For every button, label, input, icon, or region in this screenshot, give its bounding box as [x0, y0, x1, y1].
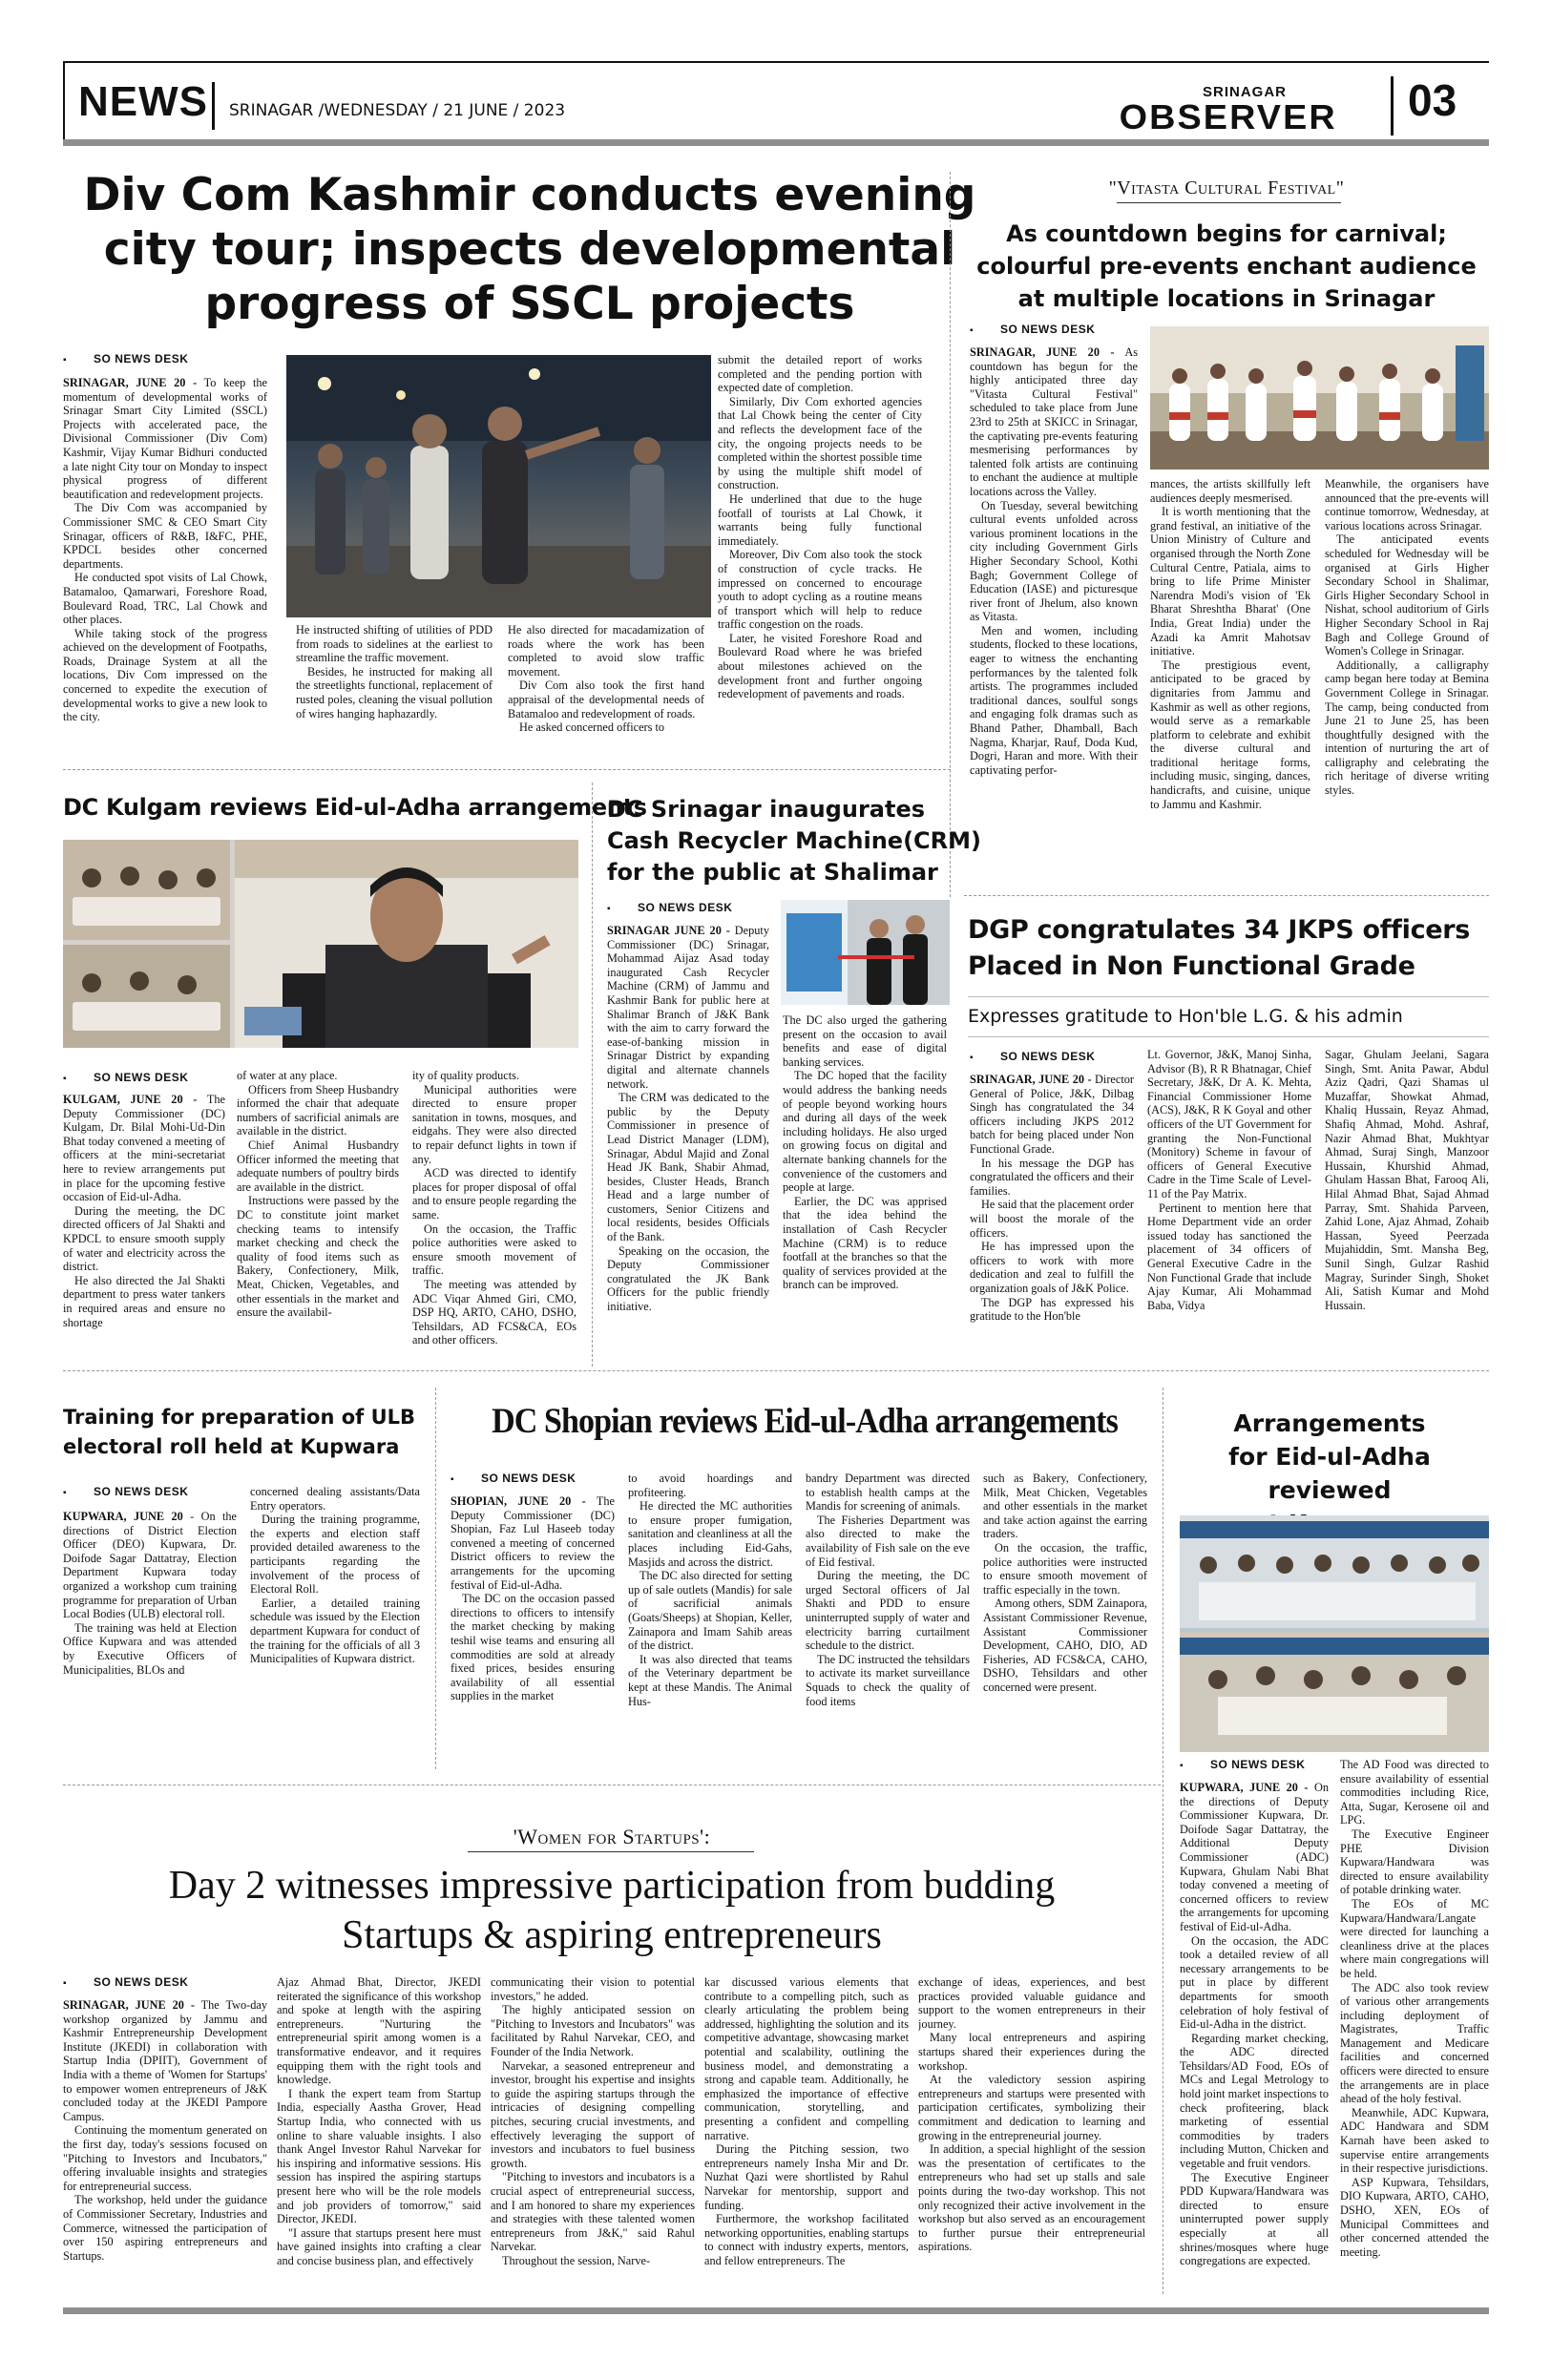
paragraph: In addition, a special highlight of the session was the presentation of certificates to the entrepreneurs who had set up stalls and sale points during the two-day workshop. This not only recognized their active involvement in the workshop but also served as an encouragement to further pursue their entrepreneurial aspirations.	[918, 2142, 1145, 2254]
story-dgp-col2	[1147, 1048, 1311, 1359]
story-vitasta-kicker: "Vitasta Cultural Festival"	[1108, 177, 1345, 198]
headline-line: As countdown begins for carnival;	[1006, 220, 1447, 247]
headline-line: DC Srinagar inaugurates	[607, 796, 926, 823]
headline-line: Div Com Kashmir conducts evening	[83, 169, 976, 221]
row-separator	[63, 769, 951, 770]
paragraph: Instructions were passed by the DC to constitute joint market checking teams to intensify market checking and check the quality of food items such as Bakery, Confectionery, Milk, Meat, Chicken, Vegetables, and other essentials in the market and ensure the availabil-	[237, 1194, 399, 1320]
paragraph: Continuing the momentum generated on the first day, today's sessions focused on "Pitching to Investors and Incubators," offering invaluable insights and strategies for entrepreneurial success.	[63, 2123, 267, 2193]
section-label: NEWS	[78, 78, 208, 125]
paragraph: Among others, SDM Zainapora, Assistant Commissioner Revenue, Assistant Commissioner Development, CAHO, DIO, AD Fisheries, AD FCS&CA, CAHO, DSHO, Tehsildars and other concerned were present.	[983, 1597, 1147, 1694]
paragraph: concerned dealing assistants/Data Entry operators.	[250, 1485, 420, 1513]
paragraph: The Executive Engineer PDD Kupwara/Handwara was directed to ensure uninterrupted power supply especially at all shrines/mosques where huge congregations are expected.	[1180, 2170, 1329, 2268]
paragraph: Pertinent to mention here that Home Department vide an order issued today has sanctioned the placement of 34 officers of General Executive Cadre in the Non Functional Grade that include Ajay Kumar, Ali Mohammad Baba, Vidya	[1147, 1200, 1311, 1312]
paragraph: exchange of ideas, experiences, and best practices provided valuable guidance and support to the women entrepreneurs in their journey.	[918, 1975, 1145, 2031]
brand-divider	[1391, 76, 1394, 136]
paragraph: During the training programme, the experts and election staff provided detailed awareness to the participants regarding the involvement of the process of Electoral Roll.	[250, 1513, 420, 1597]
story-women-startups-headline	[63, 1861, 1161, 1960]
paragraph: Moreover, Div Com also took the stock of construction of cycle tracks. He impressed on concerned to encourage youth to adopt cycling as a routine means of transport which will help to reduce traffic congestion on the roads.	[718, 548, 922, 632]
paragraph: Meanwhile, the organisers have announced that the pre-events will continue tomorrow, Wednesday, at various locations across Srinagar.	[1325, 477, 1489, 532]
paragraph: The Executive Engineer PHE Division Kupwara/Handwara was directed to ensure availability of potable drinking water.	[1340, 1827, 1489, 1897]
story-dc-shopian-col4	[983, 1472, 1147, 1771]
paragraph: Officers from Sheep Husbandry informed the chair that adequate numbers of sacrificial animals are available in the district.	[237, 1082, 399, 1138]
paragraph: The Two-day workshop organized by Jammu and Kashmir Entrepreneurship Development Institute (JKEDI) in collaboration with Startup India (DPIIT), Government of India with a theme of 'Women for Startups' to empower women entrepreneurs of J&K concluded today at the JKEDI Pampore Campus.	[63, 1998, 267, 2123]
story-lead: SRINAGAR, JUNE 20 -	[63, 376, 198, 389]
paragraph: Throughout the session, Narve-	[502, 2253, 651, 2267]
paragraph: of water at any place.	[237, 1069, 338, 1082]
headline-line: electoral roll held at Kupwara	[63, 1435, 400, 1458]
paragraph: such as Bakery, Confectionery, Milk, Meat Chicken, Vegetables and other essentials in the market and take action against the earring traders.	[983, 1472, 1147, 1541]
story-vitasta-headline	[964, 218, 1489, 315]
byline: ▪ SO NEWS DESK	[63, 1071, 188, 1084]
paragraph: It was also directed that teams of the Veterinary department be kept at these Mandis. The Animal Hus-	[628, 1652, 792, 1708]
paragraph: To keep the momentum of developmental works of Srinagar Smart City Limited (SSCL) Projects with accelerated pace, the Divisional Commissioner (Div Com) Kashmir, Vijay Kumar Bidhuri conducted a late night City tour on Monday to inspect physical progress of different beautification and redevelopment projects.	[63, 376, 267, 501]
paragraph: Div Com also took the first hand appraisal of the developmental needs of Batamaloo and redevelopment of roads.	[508, 679, 704, 720]
paragraph: Narvekar, a seasoned entrepreneur and investor, brought his expertise and insights to guide the aspiring startups through the intricacies of designing compelling pitches, securing crucial investments, and effectively leveraging the support of investors and incubators to fuel business growth.	[491, 2058, 695, 2170]
paragraph: ACD was directed to identify places for proper disposal of offal and to ensure people regarding the same.	[412, 1166, 576, 1221]
story-dc-srinagar-crm-headline	[607, 794, 981, 888]
paragraph: On Tuesday, several bewitching cultural events unfolded across various prominent locations in the city including Government Girls Higher Secondary School, Kothi Bagh; Government College of Education (IASE) and picturesque river front of Jhelum, also known as Vitasta.	[970, 498, 1138, 624]
story-dgp-col3	[1325, 1048, 1489, 1359]
paragraph: "I assure that startups present here must have gained insights into crafting a clear and concise business plan, and effectively	[277, 2225, 481, 2267]
story-sscl-col1	[63, 376, 267, 748]
paragraph: Municipal authorities were directed to ensure proper sanitation in towns, mosques, and eidgahs. They were also directed to repair defunct lights in town if any.	[412, 1082, 576, 1166]
paragraph: The Deputy Commissioner (DC) Kulgam, Dr. Bilal Mohi-Ud-Din Bhat today convened a meeting of officers at the mini-secretariat here to review arrangements put in place for the upcoming festive occasion of Eid-ul-Adha.	[63, 1093, 225, 1204]
paragraph: Similarly, Div Com exhorted agencies that Lal Chowk being the center of City and reflects the development face of the city, the ongoing projects needs to be completed within the shortest possible time by using the multiple shift model of construction.	[718, 394, 922, 492]
story-dc-shopian-col2	[628, 1472, 792, 1771]
paragraph: On the directions of Deputy Commissioner Kupwara, Dr. Doifode Sagar Dattatray, the Additional Deputy Commissioner (ADC) Kupwara, Ghulam Nabi Bhat today convened a meeting of concerned officers to review the arrangements for upcoming festival of Eid-ul-Adha.	[1180, 1781, 1329, 1933]
paragraph: The DC also urged the gathering present on the occasion to avail benefits and ease of digital banking services.	[783, 1013, 947, 1069]
paragraph: He has impressed upon the officers to work with more dedication and zeal to fulfill the organization goals of J&K Police.	[970, 1240, 1134, 1295]
paragraph: The AD Food was directed to ensure availability of essential commodities including Rice, Atta, Sugar, Kerosene oil and LPG.	[1340, 1758, 1489, 1827]
paragraph: He underlined that due to the huge footfall of tourists at Lal Chowk, it warrants being fully functional immediately.	[718, 491, 922, 548]
paragraph: Chief Animal Husbandry Officer informed the meeting that adequate numbers of poultry birds are available in the district.	[237, 1138, 399, 1194]
paragraph: At the valedictory session aspiring entrepreneurs and startups were presented with participation certificates, symbolizing their commitment and dedication to learning and growing in the entrepreneurial journey.	[918, 2073, 1145, 2142]
kicker-underline	[1117, 202, 1341, 203]
subhead-rule	[968, 996, 1489, 997]
story-dc-kulgam-headline: DC Kulgam reviews Eid-ul-Adha arrangements	[63, 794, 647, 821]
footer-bar	[63, 2307, 1489, 2314]
story-dgp-subhead: Expresses gratitude to Hon'ble L.G. & his admin	[968, 1006, 1403, 1027]
paragraph: He conducted spot visits of Lal Chowk, Batamaloo, Qamarwari, Foreshore Road, Boulevard Road, TRC, Lal Chowk and other places.	[63, 571, 267, 627]
story-women-startups-col1	[63, 1998, 267, 2288]
dateline: SRINAGAR /WEDNESDAY / 21 JUNE / 2023	[229, 101, 566, 120]
story-dc-srinagar-crm-col2	[783, 1013, 947, 1350]
paragraph: During the meeting, the DC directed officers of Jal Shakti and KPDCL to ensure smooth supply of water and electricity across the district.	[63, 1203, 225, 1274]
paragraph: The Deputy Commissioner (DC) Shopian, Faz Lul Haseeb today convened a meeting of concerned District officers to review the arrangements for the upcoming festival of Eid-ul-Adha.	[451, 1494, 615, 1592]
byline: ▪ SO NEWS DESK	[63, 352, 188, 365]
paragraph: Many local entrepreneurs and aspiring startups shared their experiences during the workshop.	[918, 2031, 1145, 2073]
paragraph: ASP Kupwara, Tehsildars, DIO Kupwara, ARTO, CAHO, DSHO, XEN, EOs of Municipal Committees and other concerned attended the meeting.	[1340, 2175, 1489, 2259]
headline-line: progress of SSCL projects	[204, 278, 855, 330]
column-separator	[950, 172, 951, 897]
story-kupwara-eid-col2	[1340, 1758, 1489, 2288]
story-dgp-headline	[968, 912, 1470, 985]
story-women-startups-col3	[491, 1975, 695, 2288]
paragraph: The DC on the occasion passed directions to officers to intensify the market checking by making teshil wise teams and ensuring all commodities are sold at already fixed prices, besides ensuring availability of all essential supplies in the market	[451, 1592, 615, 1703]
paragraph: The training was held at Election Office Kupwara and was attended by Executive Officers of Municipalities, BLOs and	[63, 1620, 237, 1677]
story-lead: SRINAGAR JUNE 20 -	[607, 924, 730, 937]
paragraph: Lt. Governor, J&K, Manoj Sinha, Advisor (B), R R Bhatnagar, Chief Secretary, J&K, Dr A. K. Mehta, Financial Commissioner Home (ACS), J&K, R K Goyal and other officers of the UT Government for granting the Non-Functional (Monitory) Scheme in favour of officers of General Executive Cadre in the Time Scale of Level-11 of the Pay Matrix.	[1147, 1048, 1311, 1200]
story-women-startups-kicker: 'Women for Startups':	[513, 1825, 711, 1848]
byline: ▪ SO NEWS DESK	[607, 901, 732, 914]
byline: ▪ SO NEWS DESK	[970, 1050, 1095, 1063]
story-lead: SRINAGAR, JUNE 20 -	[63, 1998, 195, 2012]
story-dc-shopian-col1	[451, 1494, 615, 1771]
paragraph: Meanwhile, ADC Kupwara, ADC Handwara and SDM Karnah have been asked to supervise entire arrangements in their respective jurisdictions.	[1340, 2105, 1489, 2176]
paragraph: Sagar, Ghulam Jeelani, Sagara Singh, Smt. Anita Pawar, Abdul Aziz Qadri, Qazi Shamas ul Muzaffar, Showkat Ahmad, Khaliq Hussain, Reyaz Ahmad, Shafiq Ahmad, Mohd. Ashraf, Nazir Ahmad Bhat, Mukhtyar Ahmad, Suraj Singh, Manzoor Hussain, Khurshid Ahmad, Ghulam Hassan Bhat, Farooq Ali, Hilal Ahmad Bhat, Sajad Ahmad Parray, Smt. Shahida Parveen, Zahid Lone, Ajaz Ahmad, Zohaib Hassan, Syeed Peerzada Mujahiddin, Smt. Mansha Beg, Sunil Singh, Gulzar Rashid Magray, Surinder Singh, Shoket Ali, Satish Kumar and Mohd Hussain.	[1325, 1048, 1489, 1312]
paragraph: submit the detailed report of works completed and the pending portion with expected date of completion.	[718, 353, 922, 395]
headline-line: DGP congratulates 34 JKPS officers	[968, 915, 1471, 945]
paragraph: Earlier, a detailed training schedule was issued by the Election department Kupwara for conduct of the training for the officials of all 3 Municipalities of Kupwara district.	[250, 1596, 420, 1666]
headline-line: at multiple locations in Srinagar	[1017, 285, 1436, 312]
paragraph: The meeting was attended by ADC Viqar Ahmed Giri, CMO, DSP HQ, ARTO, CAHO, DSHO, Tehsildars, AD FCS&CA, EOs and other officers.	[412, 1277, 576, 1347]
paragraph: On the occasion, the ADC took a detailed review of all necessary arrangements to be put in place by different departments for smooth celebration of holy festival of Eid-ul-Adha in the district.	[1180, 1933, 1329, 2032]
story-women-startups-col2	[277, 1975, 481, 2288]
story-dgp-col1	[970, 1073, 1134, 1359]
story-lead: KUPWARA, JUNE 20 -	[1180, 1781, 1309, 1794]
paragraph: Director General of Police, J&K, Dilbag Singh has congratulated the 34 officers including JKPS 2012 batch for being placed under Non Functional Grade.	[970, 1073, 1134, 1156]
headline-line: Training for preparation of ULB	[63, 1406, 416, 1429]
paragraph: I thank the expert team from Startup India, especially Aastha Grover, Head Startup India, who connected with us online to share valuable insights. I also thank Angel Investor Rahul Narvekar for his inspiring and informative sessions. His session has inspired the aspiring startups present here who will be the role models and job providers of tomorrow," said Director, JKEDI.	[277, 2086, 481, 2226]
story-vitasta-col2	[1150, 477, 1310, 876]
story-dc-shopian-col3	[806, 1472, 970, 1771]
paragraph: Later, he visited Foreshore Road and Boulevard Road where he was briefed about milestones achieved on the development front and further ongoing redevelopment of pavements and roads.	[718, 631, 922, 701]
column-separator	[435, 1388, 436, 1769]
paragraph: On the occasion, the Traffic police authorities were asked to ensure smooth movement of traffic.	[412, 1221, 576, 1278]
paragraph: mances, the artists skillfully left audiences deeply mesmerised.	[1150, 477, 1310, 505]
byline: ▪ SO NEWS DESK	[451, 1472, 576, 1485]
photo-crm-inauguration	[781, 900, 950, 1005]
headline-line: Cash Recycler Machine(CRM)	[607, 827, 981, 854]
column-separator	[592, 783, 593, 1367]
paragraph: The DC instructed the tehsildars to activate its market surveillance Squads to check the quality of food items	[806, 1652, 970, 1708]
photo-kupwara-meeting	[1180, 1515, 1489, 1752]
paragraph: Regarding market checking, the ADC directed Tehsildars/AD Food, EOs of MCs and Legal Metrology to hold joint market inspections to check profiteering, black marketing of essential commodities by traders including Mutton, Chicken and vegetable and fruit vendors.	[1180, 2031, 1329, 2171]
story-ulb-training-headline	[63, 1403, 415, 1462]
paragraph: Besides, he instructed for making all the streetlights functional, replacement of rusted poles, cleaning the visual pollution of wires hanging haphazardly.	[296, 664, 493, 720]
story-lead: SHOPIAN, JUNE 20 -	[451, 1494, 586, 1508]
byline: ▪ SO NEWS DESK	[970, 323, 1095, 336]
byline: ▪ SO NEWS DESK	[63, 1975, 188, 1989]
paragraph: It is worth mentioning that the grand festival, an initiative of the Union Ministry of Culture and organised through the North Zone Cultural Centre, Patiala, aims to bring to life Prime Minister Narendra Modi's vision of 'Ek Bharat Shreshtha Bharat' (One India, Great India) under the Azadi ka Amrit Mahotsav initiative.	[1150, 505, 1310, 658]
story-dc-srinagar-crm-col1	[607, 924, 769, 1350]
masthead-left-rule	[63, 63, 65, 139]
paragraph: The EOs of MC Kupwara/Handwara/Langate were directed for launching a cleanliness drive at the places where main congregations will be held.	[1340, 1896, 1489, 1980]
headline-line: for Eid-ul-Adha reviewed	[1228, 1443, 1431, 1504]
photo-kulgam-meeting	[63, 840, 578, 1048]
story-sscl-col4	[718, 353, 922, 749]
paragraph: The CRM was dedicated to the public by the Deputy Commissioner in presence of Lead District Manager (LDM), Srinagar, Abdul Majid and Zonal Head JK Bank, Shabir Ahmad, besides, Cluster Heads, Branch Head and a large number of customers, Senior Citizens and local residents, besides Officials of the Bank.	[607, 1091, 769, 1244]
headline-line: Placed in Non Functional Grade	[968, 951, 1415, 981]
kicker-underline	[468, 1851, 754, 1852]
paragraph: The Fisheries Department was also directed to make the availability of Fish sale on the eve of Eid festival.	[806, 1513, 970, 1569]
paragraph: communicating their vision to potential investors," he added.	[491, 1975, 695, 2003]
paragraph: bandry Department was directed to establish health camps at the Mandis for screening of animals.	[806, 1472, 970, 1514]
paragraph: to avoid hoardings and profiteering.	[628, 1472, 792, 1499]
story-dc-kulgam-col2	[237, 1069, 399, 1350]
headline-line: for the public at Shalimar	[607, 859, 938, 886]
paragraph: Deputy Commissioner (DC) Srinagar, Mohammad Aijaz Asad today inaugurated Cash Recycler Machine (CRM) of Jammu and Kashmir Bank for public here at Shalimar Branch of J&K Bank with the aim to carry forward the ease-of-banking mission in Srinagar District by expanding digital and alternate channels network.	[607, 924, 769, 1091]
paragraph: He instructed shifting of utilities of PDD from roads to sidelines at the earliest to streamline the traffic movement.	[296, 623, 493, 665]
paragraph: The DC also directed for setting up of sale outlets (Mandis) for sale of sacrificial animals (Goats/Sheeps) at Shopian, Keller, Zainapora and Imam Sahib areas of the district.	[628, 1569, 792, 1653]
page-number: 03	[1408, 75, 1457, 125]
paragraph: Furthermore, the workshop facilitated networking opportunities, enabling startups to connect with industry experts, mentors, and fellow entrepreneurs. The	[704, 2212, 909, 2267]
paragraph: The highly anticipated session on "Pitching to Investors and Incubators" was facilitated by Rahul Narvekar, CEO, and Founder of the India Network.	[491, 2003, 695, 2058]
story-ulb-training-col1	[63, 1510, 237, 1767]
row-separator	[964, 895, 1489, 896]
masthead-divider	[212, 82, 215, 130]
paragraph: - On the directions of District Election Officer (DEO) Kupwara, Dr. Doifode Sagar Dattatray, Election Department Kupwara today organized a workshop cum training programme for preparation of Urban Local Bodies (ULB) electoral roll.	[63, 1510, 237, 1621]
story-sscl-col3	[508, 623, 704, 749]
story-dc-kulgam-col1	[63, 1093, 225, 1350]
brand-logo: OBSERVER	[1119, 97, 1337, 136]
story-vitasta-col1	[970, 345, 1138, 876]
paragraph: While taking stock of the progress achieved on the development of Footpaths, Roads, Drainage System at all the locations, Div Com impressed on the concerned to expedite the execution of developmental works to give a new look to the city.	[63, 626, 267, 724]
paragraph: kar discussed various elements that contribute to a compelling pitch, such as clearly articulating the problem being addressed, highlighting the solution and its competitive advantage, showcasing market potential and scalability, outlining the business model, and demonstrating a strong and capable team. Additionally, he emphasized the importance of effective communication, storytelling, and presenting a confident and compelling narrative.	[704, 1975, 909, 2142]
paragraph: He also directed the Jal Shakti department to press water tankers in required areas and ensure no shortage	[63, 1273, 225, 1329]
story-sscl-col2	[296, 623, 493, 749]
story-lead: KUPWARA, JUNE 20	[63, 1510, 183, 1523]
headline-line: city tour; inspects developmental	[103, 223, 956, 276]
story-women-startups-col4	[704, 1975, 909, 2288]
story-kupwara-eid-col1	[1180, 1781, 1329, 2288]
story-lead: KULGAM, JUNE 20 -	[63, 1093, 198, 1106]
paragraph: He also directed for macadamization of roads where the work has been completed to avoid slow traffic movement.	[508, 623, 704, 679]
paragraph: Men and women, including students, flocked to these locations, eager to witness the enchanting performances by the talented folk artists. The programmes included traditional dances, soulful songs and engaging folk dramas such as Bhand Pather, Dhamball, Bach Nagma, Kharjar, Rauf, Doda Kud, Dogri, Haran and more. With their captivating perfor-	[970, 623, 1138, 777]
story-lead: SRINAGAR, JUNE 20 -	[970, 1073, 1092, 1086]
headline-line: colourful pre-events enchant audience	[976, 253, 1477, 280]
paragraph: The Div Com was accompanied by Commissioner SMC & CEO Smart City Srinagar, officers of R&B, I&FC, PHE, KPDCL besides other concerned departments.	[63, 501, 267, 571]
photo-cultural-performance	[1150, 326, 1489, 470]
headline-line: Startups & aspiring entrepreneurs	[342, 1913, 882, 1957]
story-women-startups-col5	[918, 1975, 1145, 2288]
paragraph: He asked concerned officers to	[519, 720, 665, 735]
story-lead: SRINAGAR, JUNE 20 -	[970, 345, 1115, 359]
masthead-bar	[63, 139, 1489, 146]
story-dc-kulgam-col3	[412, 1069, 576, 1350]
paragraph: The ADC also took review of various other arrangements including deployment of Magistrates, Traffic Management and Medicare facilities and concerned officers were directed to ensure the arrangements are in place ahead of the holy festival.	[1340, 1980, 1489, 2106]
story-vitasta-col3	[1325, 477, 1489, 876]
paragraph: During the Pitching session, two entrepreneurs namely Insha Mir and Dr. Nuzhat Qazi were shortlisted by Rahul Narvekar for mentorship, support and funding.	[704, 2142, 909, 2212]
paragraph: As countdown has begun for the highly anticipated three day "Vitasta Cultural Festival" scheduled to take place from June 23rd to 25th at SKICC in Srinagar, the captivating pre-events featuring mesmerising performances by talented folk artists are continuing to enchant the audience at multiple locations across the Valley.	[970, 345, 1138, 498]
story-dc-shopian-headline: DC Shopian reviews Eid-ul-Adha arrangements	[492, 1402, 1118, 1441]
paragraph: "Pitching to investors and incubators is a crucial aspect of entrepreneurial success, and I am honored to share my experiences and strategies with these talented women entrepreneurs from J&K," said Rahul Narvekar.	[491, 2170, 695, 2254]
paragraph: He said that the placement order will boost the morale of the officers.	[970, 1198, 1134, 1240]
paragraph: The prestigious event, anticipated to be graced by dignitaries from Jammu and Kashmir as well as other regions, would serve as a remarkable platform to celebrate and exhibit the diverse cultural and traditional heritage forms, including music, singing, dances, handicrafts, and cuisine, unique to Jammu and Kashmir.	[1150, 658, 1310, 811]
photo-divcom-tour	[286, 355, 711, 617]
subhead-rule	[968, 1036, 1489, 1037]
paragraph: Speaking on the occasion, the Deputy Commissioner congratulated the JK Bank Officers for the public friendly initiative.	[607, 1243, 769, 1314]
row-separator	[63, 1370, 1489, 1371]
byline: ▪ SO NEWS DESK	[1180, 1758, 1305, 1771]
paragraph: The DC hoped that the facility would address the banking needs of people beyond working hours and during all days of the week including holidays. He also urged on growing focus on digital and alternate banking channels for the convenience of the customers and people at large.	[783, 1069, 947, 1195]
paragraph: During the meeting, the DC urged Sectoral officers of Jal Shakti and PDD to ensure uninterrupted supply of water and electricity barring curtailment schedule to the district.	[806, 1569, 970, 1653]
brand-top: SRINAGAR	[1203, 84, 1288, 100]
paragraph: Ajaz Ahmad Bhat, Director, JKEDI reiterated the significance of this workshop and spoke at length with the aspiring entrepreneurs. "Nurturing the entrepreneurial spirit among women is a transformative endeavor, and it requires equipping them with the right tools and knowledge.	[277, 1975, 481, 2087]
paragraph: On the occasion, the traffic, police authorities were instructed to ensure smooth movement of traffic especially in the town.	[983, 1540, 1147, 1597]
byline: ▪ SO NEWS DESK	[63, 1485, 188, 1498]
story-sscl-headline	[67, 168, 993, 331]
headline-line: Day 2 witnesses impressive participation from budding	[168, 1864, 1056, 1908]
story-ulb-training-col2	[250, 1485, 420, 1767]
paragraph: He directed the MC authorities to ensure proper fumigation, sanitation and cleanliness at all the places including Eid-Gahs, Masjids and across the district.	[628, 1499, 792, 1569]
paragraph: Additionally, a calligraphy camp began here today at Bemina Government College in Srinagar. The camp, being conducted from June 21 to June 25, has been thoughtfully designed with the intention of nurturing the art of calligraphy and celebrating the rich heritage of diverse writing styles.	[1325, 658, 1489, 798]
paragraph: ity of quality products.	[412, 1069, 520, 1082]
headline-line: Arrangements	[1233, 1409, 1426, 1437]
paragraph: The DGP has expressed his gratitude to the Hon'ble	[970, 1295, 1134, 1324]
paragraph: In his message the DGP has congratulated the officers and their families.	[970, 1156, 1134, 1198]
top-rule	[63, 61, 1489, 63]
paragraph: Earlier, the DC was apprised that the idea behind the installation of Cash Recycler Machine (CRM) is to reduce footfall at the branches so that the quality of services provided at the branch can be improved.	[783, 1194, 947, 1292]
paragraph: The anticipated events scheduled for Wednesday will be organised at Girls Higher Secondary School in Shalimar, Girls Higher Secondary School in Nishat, school auditorium of Girls Higher Secondary School in Raj Bagh and College Ground of Women's College in Srinagar.	[1325, 532, 1489, 658]
paragraph: The workshop, held under the guidance of Commissioner Secretary, Industries and Commerce, witnessed the participation of over 150 aspiring entrepreneurs and Startups.	[63, 2193, 267, 2263]
